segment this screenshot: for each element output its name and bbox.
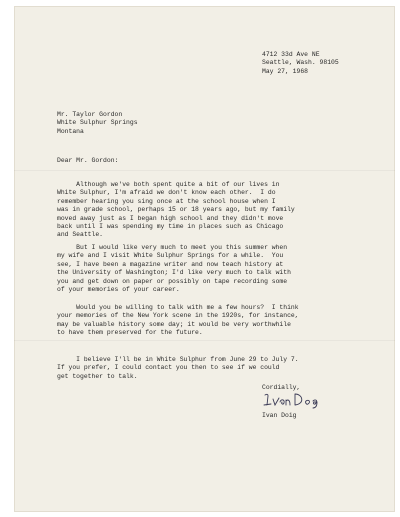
paragraph-line: Although we've both spent quite a bit of our lives in (57, 181, 280, 188)
recipient-address (57, 111, 138, 136)
paragraph-line: moved away just as I began high school and they didn't move (57, 214, 284, 222)
closing: Cordially, (262, 384, 301, 391)
paragraph-line: I believe I'll be in White Sulphur from June 29 to July 7. (57, 356, 299, 363)
recipient-state: Montana (57, 127, 84, 135)
paragraph-line: White Sulphur, I'm afraid we don't know each other. I do (57, 189, 276, 197)
address-city: Seattle, Wash. 98105 (262, 59, 339, 67)
paragraph-line: get together to talk. (57, 372, 138, 380)
recipient-name: Mr. Taylor Gordon (57, 111, 123, 118)
paragraph-line: of your memories of your career. (57, 286, 180, 294)
handwritten-signature (262, 391, 326, 409)
paper-fold (14, 340, 395, 341)
paragraph-4 (57, 356, 299, 381)
address-street: 4712 33d Ave NE (262, 51, 320, 58)
paper-fold (14, 170, 395, 171)
paragraph-line: remember hearing you sing once at the school house when I (57, 197, 276, 205)
recipient-town: White Sulphur Springs (57, 119, 138, 127)
paragraph-line: and Seattle. (57, 231, 104, 239)
paragraph-line: If you prefer, I could contact you then to see if we could (57, 364, 280, 372)
paragraph-line: my wife and I visit White Sulphur Springs for a while. You (57, 252, 284, 260)
paragraph-line: Would you be willing to talk with me a few hours? I think (57, 304, 299, 311)
paragraph-line: to have them preserved for the future. (57, 329, 203, 337)
salutation: Dear Mr. Gordon: (57, 157, 119, 164)
paragraph-3 (57, 304, 299, 338)
letter-date: May 27, 1968 (262, 67, 309, 75)
signature-name: Ivan Doig (262, 412, 297, 419)
paragraph-line: was in grade school, perhaps 15 or 18 years ago, but my family (57, 206, 295, 214)
paragraph-line: see, I have been a magazine writer and now teach history at (57, 260, 284, 268)
paragraph-line: back until I was spending my time in places such as Chicago (57, 223, 284, 231)
paragraph-2 (57, 244, 291, 294)
paragraph-1 (57, 181, 295, 240)
paragraph-line: the University of Washington; I'd like very much to talk with (57, 269, 291, 277)
paragraph-line: But I would like very much to meet you this summer when (57, 244, 288, 251)
sender-address (262, 51, 339, 76)
paragraph-line: your memories of the New York scene in the 1920s, for instance, (57, 312, 299, 320)
paragraph-line: may be valuable history some day; it would be very worthwhile (57, 320, 291, 328)
paragraph-line: you and get down on paper or possibly on tape recording some (57, 277, 288, 285)
